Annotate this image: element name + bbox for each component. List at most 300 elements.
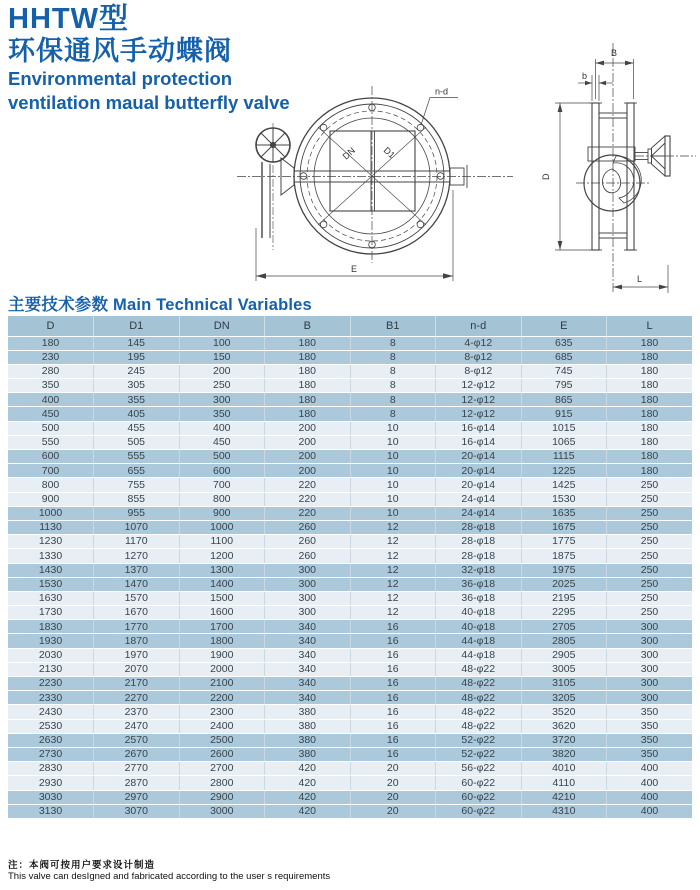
- table-cell: 12: [350, 577, 436, 591]
- table-row: [8, 520, 692, 534]
- table-row: [8, 620, 692, 634]
- table-cell: 200: [265, 435, 351, 449]
- table-cell: 16: [350, 620, 436, 634]
- table-cell: 1670: [94, 606, 180, 620]
- table-cell: 3070: [94, 804, 180, 818]
- table-cell: 10: [350, 464, 436, 478]
- table-cell: 1270: [94, 549, 180, 563]
- table-cell: 1530: [521, 492, 607, 506]
- table-cell: 1430: [8, 563, 94, 577]
- table-cell: 8: [350, 407, 436, 421]
- table-cell: 28-φ18: [436, 520, 522, 534]
- table-cell: 350: [607, 747, 693, 761]
- table-cell: 300: [607, 662, 693, 676]
- table-row: [8, 464, 692, 478]
- table-cell: 8: [350, 364, 436, 378]
- product-model: HHTW型: [8, 3, 129, 35]
- table-row: [8, 492, 692, 506]
- table-cell: 1200: [179, 549, 265, 563]
- table-cell: 250: [607, 591, 693, 605]
- table-cell: 200: [179, 364, 265, 378]
- table-cell: 180: [607, 450, 693, 464]
- table-cell: 180: [607, 393, 693, 407]
- table-cell: 400: [607, 762, 693, 776]
- table-cell: 1570: [94, 591, 180, 605]
- table-cell: 32-φ18: [436, 563, 522, 577]
- table-row: [8, 804, 692, 818]
- table-cell: 1630: [8, 591, 94, 605]
- table-cell: 300: [265, 577, 351, 591]
- table-cell: 635: [521, 336, 607, 350]
- table-cell: 2905: [521, 648, 607, 662]
- table-cell: 1635: [521, 506, 607, 520]
- table-cell: 250: [607, 577, 693, 591]
- footnote-zh: 注：本阀可按用户要求设计制造: [8, 860, 156, 871]
- table-cell: 1070: [94, 520, 180, 534]
- table-cell: 700: [8, 464, 94, 478]
- table-cell: 24-φ14: [436, 492, 522, 506]
- table-cell: 16: [350, 719, 436, 733]
- table-cell: 48-φ22: [436, 705, 522, 719]
- table-cell: 260: [265, 520, 351, 534]
- table-row: [8, 407, 692, 421]
- table-row: [8, 450, 692, 464]
- table-cell: 10: [350, 421, 436, 435]
- table-cell: 8: [350, 336, 436, 350]
- table-cell: 48-φ22: [436, 677, 522, 691]
- table-cell: 2195: [521, 591, 607, 605]
- table-cell: 400: [607, 776, 693, 790]
- table-cell: 56-φ22: [436, 762, 522, 776]
- table-cell: 150: [179, 350, 265, 364]
- table-cell: 420: [265, 790, 351, 804]
- table-cell: 16: [350, 677, 436, 691]
- table-cell: 180: [607, 379, 693, 393]
- table-cell: 380: [265, 705, 351, 719]
- table-cell: 250: [607, 492, 693, 506]
- table-cell: 300: [607, 648, 693, 662]
- product-title-en-line2: ventilation maual butterfly valve: [8, 91, 290, 113]
- table-row: [8, 733, 692, 747]
- table-cell: 1870: [94, 634, 180, 648]
- table-cell: 28-φ18: [436, 549, 522, 563]
- table-cell: 12: [350, 606, 436, 620]
- table-cell: 40-φ18: [436, 620, 522, 634]
- table-row: [8, 336, 692, 350]
- table-cell: 8: [350, 350, 436, 364]
- table-cell: 16: [350, 648, 436, 662]
- table-cell: 1400: [179, 577, 265, 591]
- table-cell: 20: [350, 790, 436, 804]
- table-cell: 1100: [179, 535, 265, 549]
- front-label-nd: n-d: [435, 86, 449, 97]
- table-cell: 20-φ14: [436, 450, 522, 464]
- table-cell: 2430: [8, 705, 94, 719]
- table-cell: 350: [607, 733, 693, 747]
- table-cell: 2130: [8, 662, 94, 676]
- table-cell: 4110: [521, 776, 607, 790]
- table-cell: 180: [607, 407, 693, 421]
- table-cell: 2200: [179, 691, 265, 705]
- table-cell: 4210: [521, 790, 607, 804]
- table-cell: 12-φ12: [436, 393, 522, 407]
- table-row: [8, 662, 692, 676]
- table-cell: 8: [350, 393, 436, 407]
- table-cell: 795: [521, 379, 607, 393]
- table-cell: 500: [179, 450, 265, 464]
- table-cell: 250: [607, 478, 693, 492]
- footnote-en: This valve can desIgned and fabricated according to the user s requirements: [8, 871, 331, 882]
- table-cell: 2370: [94, 705, 180, 719]
- table-cell: 300: [265, 606, 351, 620]
- table-cell: 380: [265, 719, 351, 733]
- table-cell: 1130: [8, 520, 94, 534]
- table-cell: 20: [350, 762, 436, 776]
- table-cell: 60-φ22: [436, 776, 522, 790]
- table-cell: 20: [350, 804, 436, 818]
- table-cell: 260: [265, 549, 351, 563]
- table-cell: 2270: [94, 691, 180, 705]
- table-cell: 60-φ22: [436, 790, 522, 804]
- table-cell: 655: [94, 464, 180, 478]
- table-cell: 1975: [521, 563, 607, 577]
- table-row: [8, 393, 692, 407]
- table-cell: 955: [94, 506, 180, 520]
- table-row: [8, 705, 692, 719]
- table-cell: 3820: [521, 747, 607, 761]
- table-cell: 420: [265, 776, 351, 790]
- table-cell: 1875: [521, 549, 607, 563]
- column-header: DN: [179, 316, 265, 336]
- table-cell: 2530: [8, 719, 94, 733]
- table-cell: 250: [607, 606, 693, 620]
- table-cell: 755: [94, 478, 180, 492]
- table-cell: 180: [607, 464, 693, 478]
- table-cell: 8-φ12: [436, 350, 522, 364]
- table-cell: 300: [607, 620, 693, 634]
- table-cell: 60-φ22: [436, 804, 522, 818]
- table-cell: 2000: [179, 662, 265, 676]
- table-cell: 12: [350, 549, 436, 563]
- column-header: D1: [94, 316, 180, 336]
- table-cell: 220: [265, 506, 351, 520]
- table-cell: 250: [607, 506, 693, 520]
- table-cell: 180: [265, 350, 351, 364]
- table-cell: 2770: [94, 762, 180, 776]
- table-cell: 455: [94, 421, 180, 435]
- table-cell: 340: [265, 677, 351, 691]
- table-cell: 1300: [179, 563, 265, 577]
- table-cell: 685: [521, 350, 607, 364]
- front-view-drawing: [225, 78, 525, 293]
- table-row: [8, 747, 692, 761]
- table-cell: 340: [265, 691, 351, 705]
- table-cell: 800: [8, 478, 94, 492]
- table-row: [8, 776, 692, 790]
- table-cell: 220: [265, 492, 351, 506]
- product-title-en-line1: Environmental protection: [8, 67, 233, 89]
- table-cell: 1900: [179, 648, 265, 662]
- table-cell: 2400: [179, 719, 265, 733]
- dimension-d: [555, 103, 589, 250]
- table-cell: 20: [350, 776, 436, 790]
- table-cell: 200: [265, 450, 351, 464]
- table-cell: 250: [179, 379, 265, 393]
- front-label-e: E: [351, 264, 358, 274]
- table-cell: 1970: [94, 648, 180, 662]
- table-row: [8, 478, 692, 492]
- table-cell: 1675: [521, 520, 607, 534]
- table-cell: 8-φ12: [436, 364, 522, 378]
- table-cell: 10: [350, 492, 436, 506]
- table-cell: 2830: [8, 762, 94, 776]
- table-cell: 16: [350, 662, 436, 676]
- table-cell: 250: [607, 549, 693, 563]
- table-cell: 555: [94, 450, 180, 464]
- table-cell: 3520: [521, 705, 607, 719]
- table-cell: 1370: [94, 563, 180, 577]
- table-cell: 405: [94, 407, 180, 421]
- table-cell: 550: [8, 435, 94, 449]
- table-row: [8, 563, 692, 577]
- table-row: [8, 606, 692, 620]
- table-cell: 400: [607, 790, 693, 804]
- table-cell: 380: [265, 747, 351, 761]
- table-cell: 300: [179, 393, 265, 407]
- table-cell: 3030: [8, 790, 94, 804]
- table-row: [8, 719, 692, 733]
- table-cell: 1930: [8, 634, 94, 648]
- table-row: [8, 648, 692, 662]
- table-row: [8, 591, 692, 605]
- table-cell: 2705: [521, 620, 607, 634]
- table-cell: 4310: [521, 804, 607, 818]
- table-cell: 1000: [8, 506, 94, 520]
- table-cell: 48-φ22: [436, 662, 522, 676]
- table-row: [8, 435, 692, 449]
- table-cell: 420: [265, 804, 351, 818]
- table-cell: 40-φ18: [436, 606, 522, 620]
- column-header: B: [265, 316, 351, 336]
- table-cell: 340: [265, 634, 351, 648]
- table-cell: 20-φ14: [436, 464, 522, 478]
- table-cell: 350: [179, 407, 265, 421]
- table-cell: 500: [8, 421, 94, 435]
- table-cell: 2600: [179, 747, 265, 761]
- table-cell: 20-φ14: [436, 478, 522, 492]
- table-cell: 2930: [8, 776, 94, 790]
- table-cell: 16: [350, 634, 436, 648]
- dimension-b-outer: [596, 59, 634, 99]
- table-cell: 4010: [521, 762, 607, 776]
- table-cell: 2805: [521, 634, 607, 648]
- table-cell: 1800: [179, 634, 265, 648]
- side-view-drawing: [540, 35, 700, 300]
- table-cell: 2100: [179, 677, 265, 691]
- table-cell: 2300: [179, 705, 265, 719]
- technical-variables-table: [8, 316, 692, 819]
- table-cell: 1770: [94, 620, 180, 634]
- front-label-d1: D1: [381, 145, 397, 161]
- table-body: [8, 336, 692, 818]
- table-cell: 180: [607, 364, 693, 378]
- table-cell: 48-φ22: [436, 719, 522, 733]
- table-cell: 10: [350, 435, 436, 449]
- table-cell: 180: [265, 364, 351, 378]
- table-cell: 900: [179, 506, 265, 520]
- column-header: B1: [350, 316, 436, 336]
- table-cell: 1830: [8, 620, 94, 634]
- table-cell: 195: [94, 350, 180, 364]
- table-row: [8, 634, 692, 648]
- table-cell: 2025: [521, 577, 607, 591]
- table-cell: 915: [521, 407, 607, 421]
- table-cell: 400: [607, 804, 693, 818]
- table-cell: 250: [607, 535, 693, 549]
- section-title-zh: 主要技术参数: [8, 296, 109, 314]
- table-cell: 8: [350, 379, 436, 393]
- table-cell: 2330: [8, 691, 94, 705]
- table-cell: 16: [350, 747, 436, 761]
- table-cell: 3130: [8, 804, 94, 818]
- table-cell: 2030: [8, 648, 94, 662]
- table-cell: 1775: [521, 535, 607, 549]
- table-cell: 52-φ22: [436, 747, 522, 761]
- table-cell: 1225: [521, 464, 607, 478]
- table-cell: 350: [8, 379, 94, 393]
- table-cell: 2170: [94, 677, 180, 691]
- table-cell: 700: [179, 478, 265, 492]
- table-cell: 300: [607, 677, 693, 691]
- table-cell: 180: [265, 379, 351, 393]
- table-row: [8, 379, 692, 393]
- table-row: [8, 762, 692, 776]
- table-cell: 300: [265, 563, 351, 577]
- table-cell: 400: [8, 393, 94, 407]
- table-cell: 800: [179, 492, 265, 506]
- table-cell: 180: [8, 336, 94, 350]
- product-title-zh: 环保通风手动蝶阀: [8, 36, 232, 67]
- section-title: [8, 291, 312, 315]
- table-cell: 180: [607, 336, 693, 350]
- table-row: [8, 350, 692, 364]
- table-cell: 250: [607, 563, 693, 577]
- table-cell: 36-φ18: [436, 591, 522, 605]
- table-cell: 180: [265, 407, 351, 421]
- table-cell: 260: [265, 535, 351, 549]
- table-cell: 10: [350, 506, 436, 520]
- table-cell: 1170: [94, 535, 180, 549]
- table-cell: 305: [94, 379, 180, 393]
- table-cell: 12-φ12: [436, 379, 522, 393]
- side-label-b-inner: b: [582, 71, 588, 81]
- table-cell: 300: [265, 591, 351, 605]
- table-cell: 1530: [8, 577, 94, 591]
- table-cell: 1470: [94, 577, 180, 591]
- table-cell: 12: [350, 563, 436, 577]
- column-header: E: [521, 316, 607, 336]
- table-cell: 200: [265, 421, 351, 435]
- table-row: [8, 506, 692, 520]
- table-cell: 100: [179, 336, 265, 350]
- table-cell: 2470: [94, 719, 180, 733]
- column-header: n-d: [436, 316, 522, 336]
- table-cell: 380: [265, 733, 351, 747]
- front-label-dn: DN: [340, 145, 357, 162]
- table-row: [8, 421, 692, 435]
- table-row: [8, 364, 692, 378]
- table-cell: 3205: [521, 691, 607, 705]
- table-cell: 2700: [179, 762, 265, 776]
- table-cell: 145: [94, 336, 180, 350]
- table-cell: 12: [350, 535, 436, 549]
- table-cell: 36-φ18: [436, 577, 522, 591]
- table-header-row: [8, 316, 692, 336]
- table-cell: 450: [8, 407, 94, 421]
- table-cell: 180: [265, 336, 351, 350]
- table-cell: 250: [607, 520, 693, 534]
- table-cell: 4-φ12: [436, 336, 522, 350]
- table-cell: 12-φ12: [436, 407, 522, 421]
- table-cell: 10: [350, 450, 436, 464]
- table-cell: 3005: [521, 662, 607, 676]
- table-cell: 48-φ22: [436, 691, 522, 705]
- table-cell: 340: [265, 620, 351, 634]
- table-cell: 2570: [94, 733, 180, 747]
- table-cell: 16: [350, 733, 436, 747]
- table-cell: 2630: [8, 733, 94, 747]
- table-cell: 12: [350, 520, 436, 534]
- table-cell: 10: [350, 478, 436, 492]
- table-cell: 1065: [521, 435, 607, 449]
- table-cell: 16-φ14: [436, 435, 522, 449]
- table-row: [8, 790, 692, 804]
- table-cell: 200: [265, 464, 351, 478]
- table-cell: 28-φ18: [436, 535, 522, 549]
- table-cell: 2800: [179, 776, 265, 790]
- table-row: [8, 677, 692, 691]
- table-cell: 2970: [94, 790, 180, 804]
- table-cell: 1230: [8, 535, 94, 549]
- table-cell: 745: [521, 364, 607, 378]
- table-cell: 180: [607, 435, 693, 449]
- table-cell: 300: [607, 691, 693, 705]
- table-cell: 300: [607, 634, 693, 648]
- column-header: D: [8, 316, 94, 336]
- side-label-l: L: [637, 274, 643, 284]
- table-cell: 505: [94, 435, 180, 449]
- side-label-d: D: [541, 173, 551, 180]
- table-cell: 2070: [94, 662, 180, 676]
- table-cell: 3105: [521, 677, 607, 691]
- table-cell: 12: [350, 591, 436, 605]
- table-cell: 1730: [8, 606, 94, 620]
- table-cell: 865: [521, 393, 607, 407]
- table-cell: 855: [94, 492, 180, 506]
- table-cell: 2500: [179, 733, 265, 747]
- table-cell: 2670: [94, 747, 180, 761]
- table-cell: 420: [265, 762, 351, 776]
- table-row: [8, 691, 692, 705]
- table-cell: 16: [350, 691, 436, 705]
- table-cell: 180: [265, 393, 351, 407]
- side-label-b-outer: B: [611, 48, 618, 58]
- table-cell: 280: [8, 364, 94, 378]
- table-cell: 3000: [179, 804, 265, 818]
- table-cell: 900: [8, 492, 94, 506]
- table-cell: 180: [607, 421, 693, 435]
- table-cell: 2730: [8, 747, 94, 761]
